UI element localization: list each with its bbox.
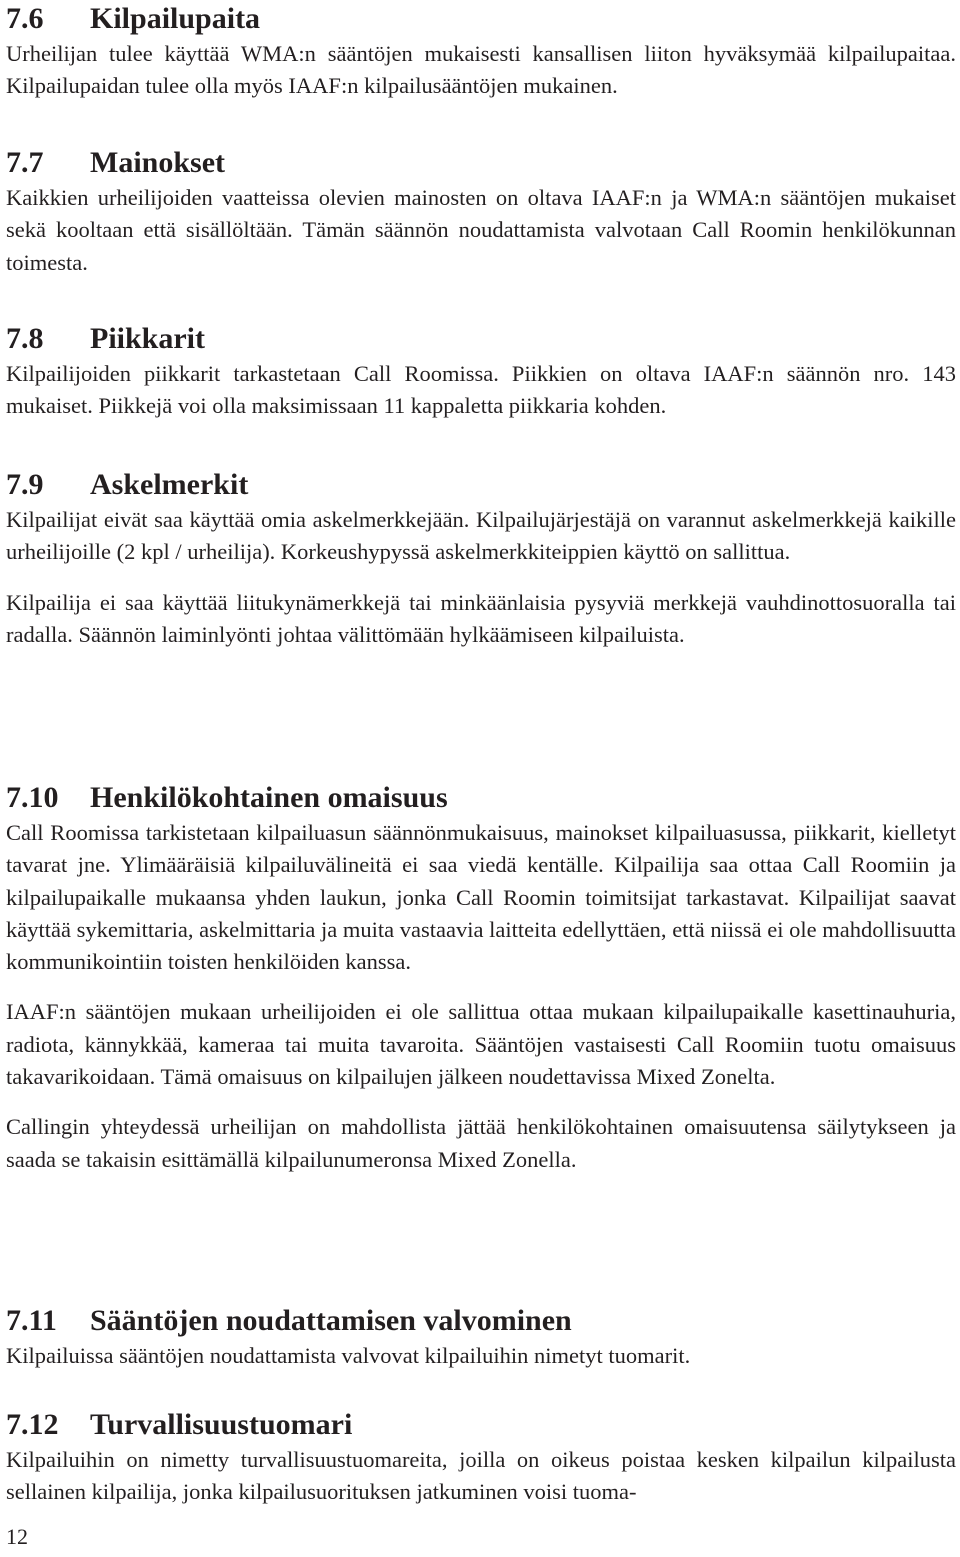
section-title: Turvallisuustuomari [90,1408,353,1441]
section-heading [6,466,956,504]
paragraph: Kilpailija ei saa käyttää liitukynämerkkejä tai minkäänlaisia pysyviä merkkejä vauhdinottosuoralla tai radalla. Säännön laiminlyönti johtaa välittömään hylkäämiseen kilpailuista. [6,589,956,647]
paragraph: IAAF:n sääntöjen mukaan urheilijoiden ei ole sallittua ottaa mukaan kilpailupaikalle kasettinauhuria, radiota, kännykkää, kameraa tai muita tavaroita. Sääntöjen vastaisesti Call Roomiin tuotu omaisuus takavarikoidaan. Tämä omaisuus on kilpailujen jälkeen noudettavissa Mixed Zonelta. [6,999,956,1090]
section-heading [6,144,956,182]
paragraph: Urheilijan tulee käyttää WMA:n sääntöjen mukaisesti kansallisen liiton hyväksymää kilpailupaitaa. Kilpailupaidan tulee olla myös IAAF:n kilpailusääntöjen mukainen. [6,41,956,99]
section-title: Piikkarit [90,322,206,355]
section-number: 7.7 [6,146,44,179]
paragraph: Call Roomissa tarkistetaan kilpailuasun säännönmukaisuus, mainokset kilpailuasussa, piikkarit, kielletyt tavarat jne. Ylimääräisiä kilpailuvälineitä ei saa viedä kentälle. Kilpailija saa ottaa Call Roomiin ja kilpailupaikalle mukaansa yhden laukun, jonka Call Roomin toimitsijat tarkastavat. Kilpailijat saavat käyttää sykemittaria, askelmittaria ja muita vastaavia laitteita edellyttäen, että niissä ei ole mahdollisuutta kommunikointiin toisten henkilöiden kanssa. [6,820,956,975]
paragraph: Kilpailijat eivät saa käyttää omia askelmerkkejään. Kilpailujärjestäjä on varannut askelmerkkejä kaikille urheilijoille (2 kpl / urheilija). Korkeushypyssä askelmerkkiteippien käyttö on sallittua. [6,507,956,565]
paragraph: Callingin yhteydessä urheilijan on mahdollista jättää henkilökohtainen omaisuutensa säilytykseen ja saada se takaisin esittämällä kilpailunumeronsa Mixed Zonella. [6,1114,956,1172]
section-7-8 [6,320,956,423]
section-number: 7.6 [6,2,44,35]
section-heading [6,1406,956,1444]
page-number: 12 [6,1524,28,1549]
paragraph: Kilpailijoiden piikkarit tarkastetaan Call Roomissa. Piikkien on oltava IAAF:n säännön nro. 143 mukaiset. Piikkejä voi olla maksimissaan 11 kappaletta piikkaria kohden. [6,361,956,419]
section-title: Askelmerkit [90,468,249,501]
section-heading [6,779,956,817]
section-number: 7.12 [6,1408,59,1441]
paragraph: Kaikkien urheilijoiden vaatteissa olevien mainosten on oltava IAAF:n ja WMA:n sääntöjen mukaiset sekä kooltaan että sisällöltään. Tämän säännön noudattamista valvotaan Call Roomin henkilökunnan toimesta. [6,185,956,275]
section-title: Henkilökohtainen omaisuus [90,781,448,814]
section-number: 7.8 [6,322,44,355]
section-heading [6,1302,956,1340]
section-7-7 [6,144,956,279]
paragraph: Kilpailuihin on nimetty turvallisuustuomareita, joilla on oikeus poistaa kesken kilpailun kilpailusta sellainen kilpailija, jonka kilpailusuorituksen jatkuminen voisi tuoma- [6,1447,956,1505]
section-7-10 [6,779,956,1176]
section-title: Sääntöjen noudattamisen valvominen [90,1304,572,1337]
section-7-11 [6,1302,956,1372]
section-7-6 [6,0,956,103]
section-heading [6,0,956,38]
section-title: Kilpailupaita [90,2,261,35]
section-7-9 [6,466,956,651]
section-heading [6,320,956,358]
section-number: 7.9 [6,468,44,501]
section-number: 7.11 [6,1304,57,1337]
section-title: Mainokset [90,146,225,179]
section-number: 7.10 [6,781,59,814]
paragraph: Kilpailuissa sääntöjen noudattamista valvovat kilpailuihin nimetyt tuomarit. [6,1343,691,1368]
section-7-12 [6,1406,956,1509]
